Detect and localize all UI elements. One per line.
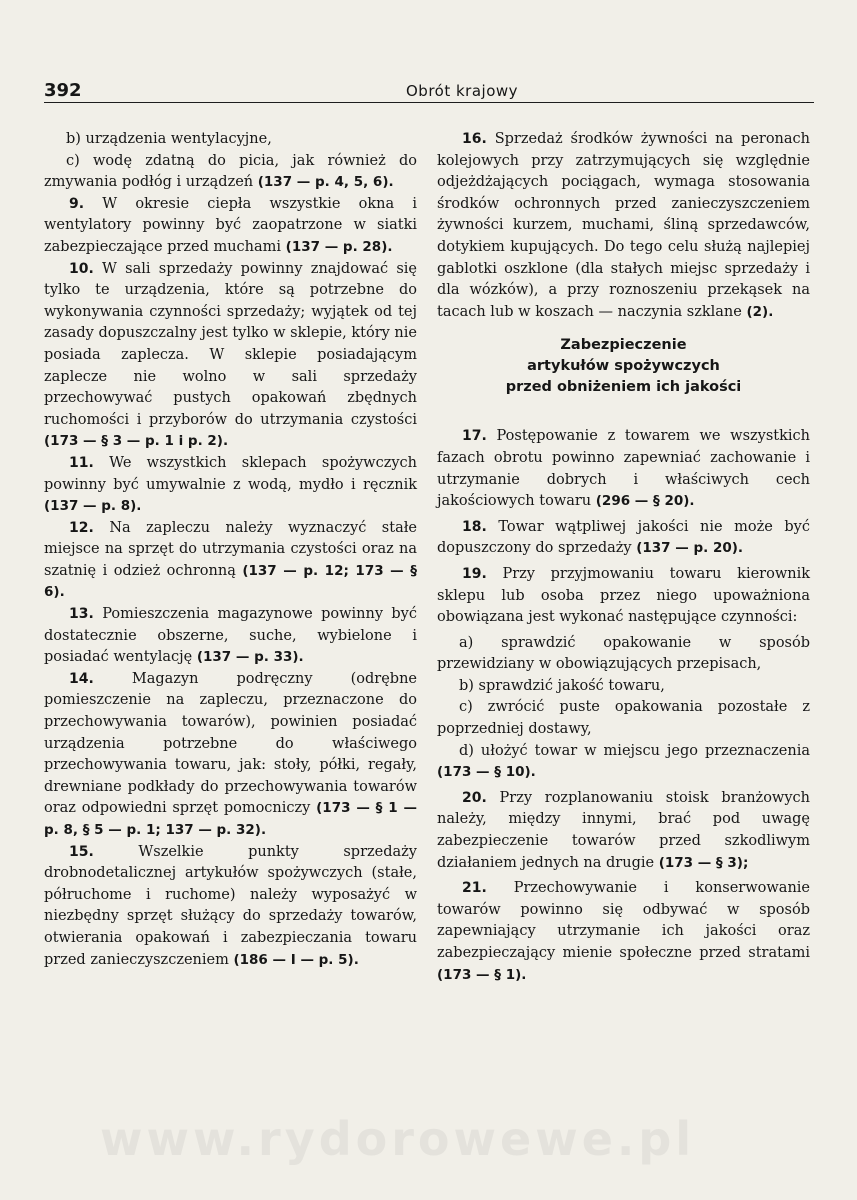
reference: (137 — p. 4, 5, 6). — [257, 174, 394, 191]
section-heading-line: Zabezpieczenie — [560, 337, 687, 354]
list-item-c: c) zwrócić puste opakowania pozostałe z poprzedniej dostawy, — [437, 699, 810, 738]
reference: (173 — § 1). — [437, 966, 527, 983]
paragraph-number: 17. — [462, 428, 487, 445]
paragraph-9: 9. W okresie ciepła wszystkie okna i wentylatory powinny być zaopatrzone w siatki zabezpieczające przed muchami (137 — p. 28). — [44, 195, 418, 255]
right-column — [437, 129, 810, 986]
paragraph-number: 12. — [69, 519, 94, 536]
reference: (137 — p. 33). — [196, 649, 304, 666]
list-item-a: a) sprawdzić opakowanie w sposób przewidziany w obowiązujących przepisach, — [437, 634, 810, 673]
paragraph-number: 10. — [69, 260, 94, 277]
paragraph-13: 13. Pomieszczenia magazynowe powinny być dostatecznie obszerne, suche, wybielone i posiadać wentylację (137 — p. 33). — [44, 606, 417, 666]
section-heading-line: artykułów spożywczych — [527, 358, 720, 375]
paragraph-16: 16. Sprzedaż środków żywności na peronach kolejowych przy zatrzymujących się względnie odjeżdżających pociągach, wymaga stosowania środków ochronnych przed zanieczyszczeniem żywności kurzem, muchami, śliną sprzedawców, dotykiem kupujących. Do tego celu służą najlepiej gablotki oszklone (dla stałych miejsc sprzedaży i dla wózków), a przy roznoszeniu przekąsek na tacach lub w koszach — naczynia szklane (2). — [437, 131, 810, 320]
watermark: www.rydorowewe.pl — [100, 1112, 696, 1166]
paragraph-number: 19. — [462, 565, 487, 582]
section-heading — [437, 335, 810, 398]
paragraph-14: 14. Magazyn podręczny (odrębne pomieszczenie na zapleczu, przeznaczone do przechowywania towarów), powinien posiadać urządzenia potrzebne do właściwego przechowywania towaru, jak: stoły, półki, regały, drewniane podkłady do przechowywania towarów oraz odpowiedni sprzęt pomocniczy (173 — § 1 — p. 8, § 5 — p. 1; 137 — p. 32). — [44, 670, 417, 838]
paragraph-21: 21. Przechowywanie i konserwowanie towarów powinno się odbywać w sposób zapewniający utrzymanie ich jakości oraz zabezpieczający mienie społeczne przed stratami (173 — § 1). — [437, 880, 810, 983]
paragraph-number: 9. — [69, 195, 85, 212]
paragraph-number: 14. — [69, 670, 94, 687]
paragraph-12: 12. Na zapleczu należy wyznaczyć stałe miejsce na sprzęt do utrzymania czystości oraz na szatnię i odzież ochronną (137 — p. 12; 173 — § 6). — [44, 519, 418, 601]
paragraph-18: 18. Towar wątpliwej jakości nie może być dopuszczony do sprzedaży (137 — p. 20). — [437, 518, 810, 557]
paragraph-20: 20. Przy rozplanowaniu stoisk branżowych należy, między innymi, brać pod uwagę zabezpieczenie towarów przed szkodliwym działaniem jednych na drugie (173 — § 3); — [437, 789, 810, 871]
reference: (137 — p. 20). — [636, 540, 744, 557]
paragraph-number: 16. — [462, 131, 487, 147]
reference: (173 — § 1 — p. 8, § 5 — p. 1; 137 — p. 32). — [44, 800, 417, 838]
paragraph-15: 15. Wszelkie punkty sprzedaży drobnodetalicznej artykułów spożywczych (stałe, półruchome i ruchome) należy wyposażyć w niezbędny sprzęt służący do sprzedaży towarów, otwierania opakowań i zabezpieczania towaru przed zanieczyszczeniem (186 — I — p. 5). — [44, 843, 417, 968]
paragraph-19: 19. Przy przyjmowaniu towaru kierownik sklepu lub osoba przez niego upoważniona obowiązana jest wykonać następujące czynności: — [437, 565, 810, 626]
page-number: 392 — [44, 80, 82, 101]
list-item-d: d) ułożyć towar w miejscu jego przeznaczenia (173 — § 10). — [437, 742, 810, 781]
paragraph-number: 20. — [462, 789, 487, 806]
reference: (173 — § 3); — [658, 854, 749, 871]
reference: (137 — p. 12; 173 — § 6). — [44, 562, 417, 601]
paragraph-number: 13. — [69, 606, 94, 623]
page-header — [44, 80, 814, 103]
list-item-b: b) sprawdzić jakość towaru, — [459, 677, 665, 694]
paragraph-number: 21. — [462, 880, 487, 897]
reference: (137 — p. 8). — [44, 498, 142, 515]
paragraph-number: 11. — [69, 454, 94, 471]
reference: (173 — § 3 — p. 1 i p. 2). — [44, 433, 229, 450]
reference: (137 — p. 28). — [285, 238, 393, 255]
list-item-c: c) wodę zdatną do picia, jak również do zmywania podłóg i urządzeń (137 — p. 4, 5, 6). — [44, 152, 417, 191]
paragraph-17: 17. Postępowanie z towarem we wszystkich fazach obrotu powinno zapewniać zachowanie i utrzymanie dobrych i właściwych cech jakościowych towaru (296 — § 20). — [437, 428, 811, 510]
section-heading-line: przed obniżeniem ich jakości — [505, 379, 742, 396]
reference: (173 — § 10). — [437, 764, 536, 781]
left-column — [44, 129, 417, 971]
reference: (296 — § 20). — [595, 493, 695, 510]
list-item-b: b) urządzenia wentylacyjne, — [66, 131, 272, 147]
paragraph-11: 11. We wszystkich sklepach spożywczych powinny być umywalnie z wodą, mydło i ręcznik (137 — p. 8). — [44, 454, 418, 515]
paragraph-10: 10. W sali sprzedaży powinny znajdować się tylko te urządzenia, które są potrzebne do wykonywania czynności sprzedaży; wyjątek od tej zasady dopuszczalny jest tylko w sklepie, który nie posiada zaplecza. W sklepie posiadającym zaplecze nie wolno w sali sprzedaży przechowywać pustych opakowań zbędnych ruchomości i przyborów do utrzymania czystości (173 — § 3 — p. 1 i p. 2). — [44, 260, 417, 450]
paragraph-number: 15. — [69, 843, 94, 860]
reference: (186 — I — p. 5). — [233, 951, 359, 968]
reference: (2). — [746, 303, 774, 320]
paragraph-number: 18. — [462, 518, 487, 535]
running-title: Obrót krajowy — [406, 82, 519, 100]
